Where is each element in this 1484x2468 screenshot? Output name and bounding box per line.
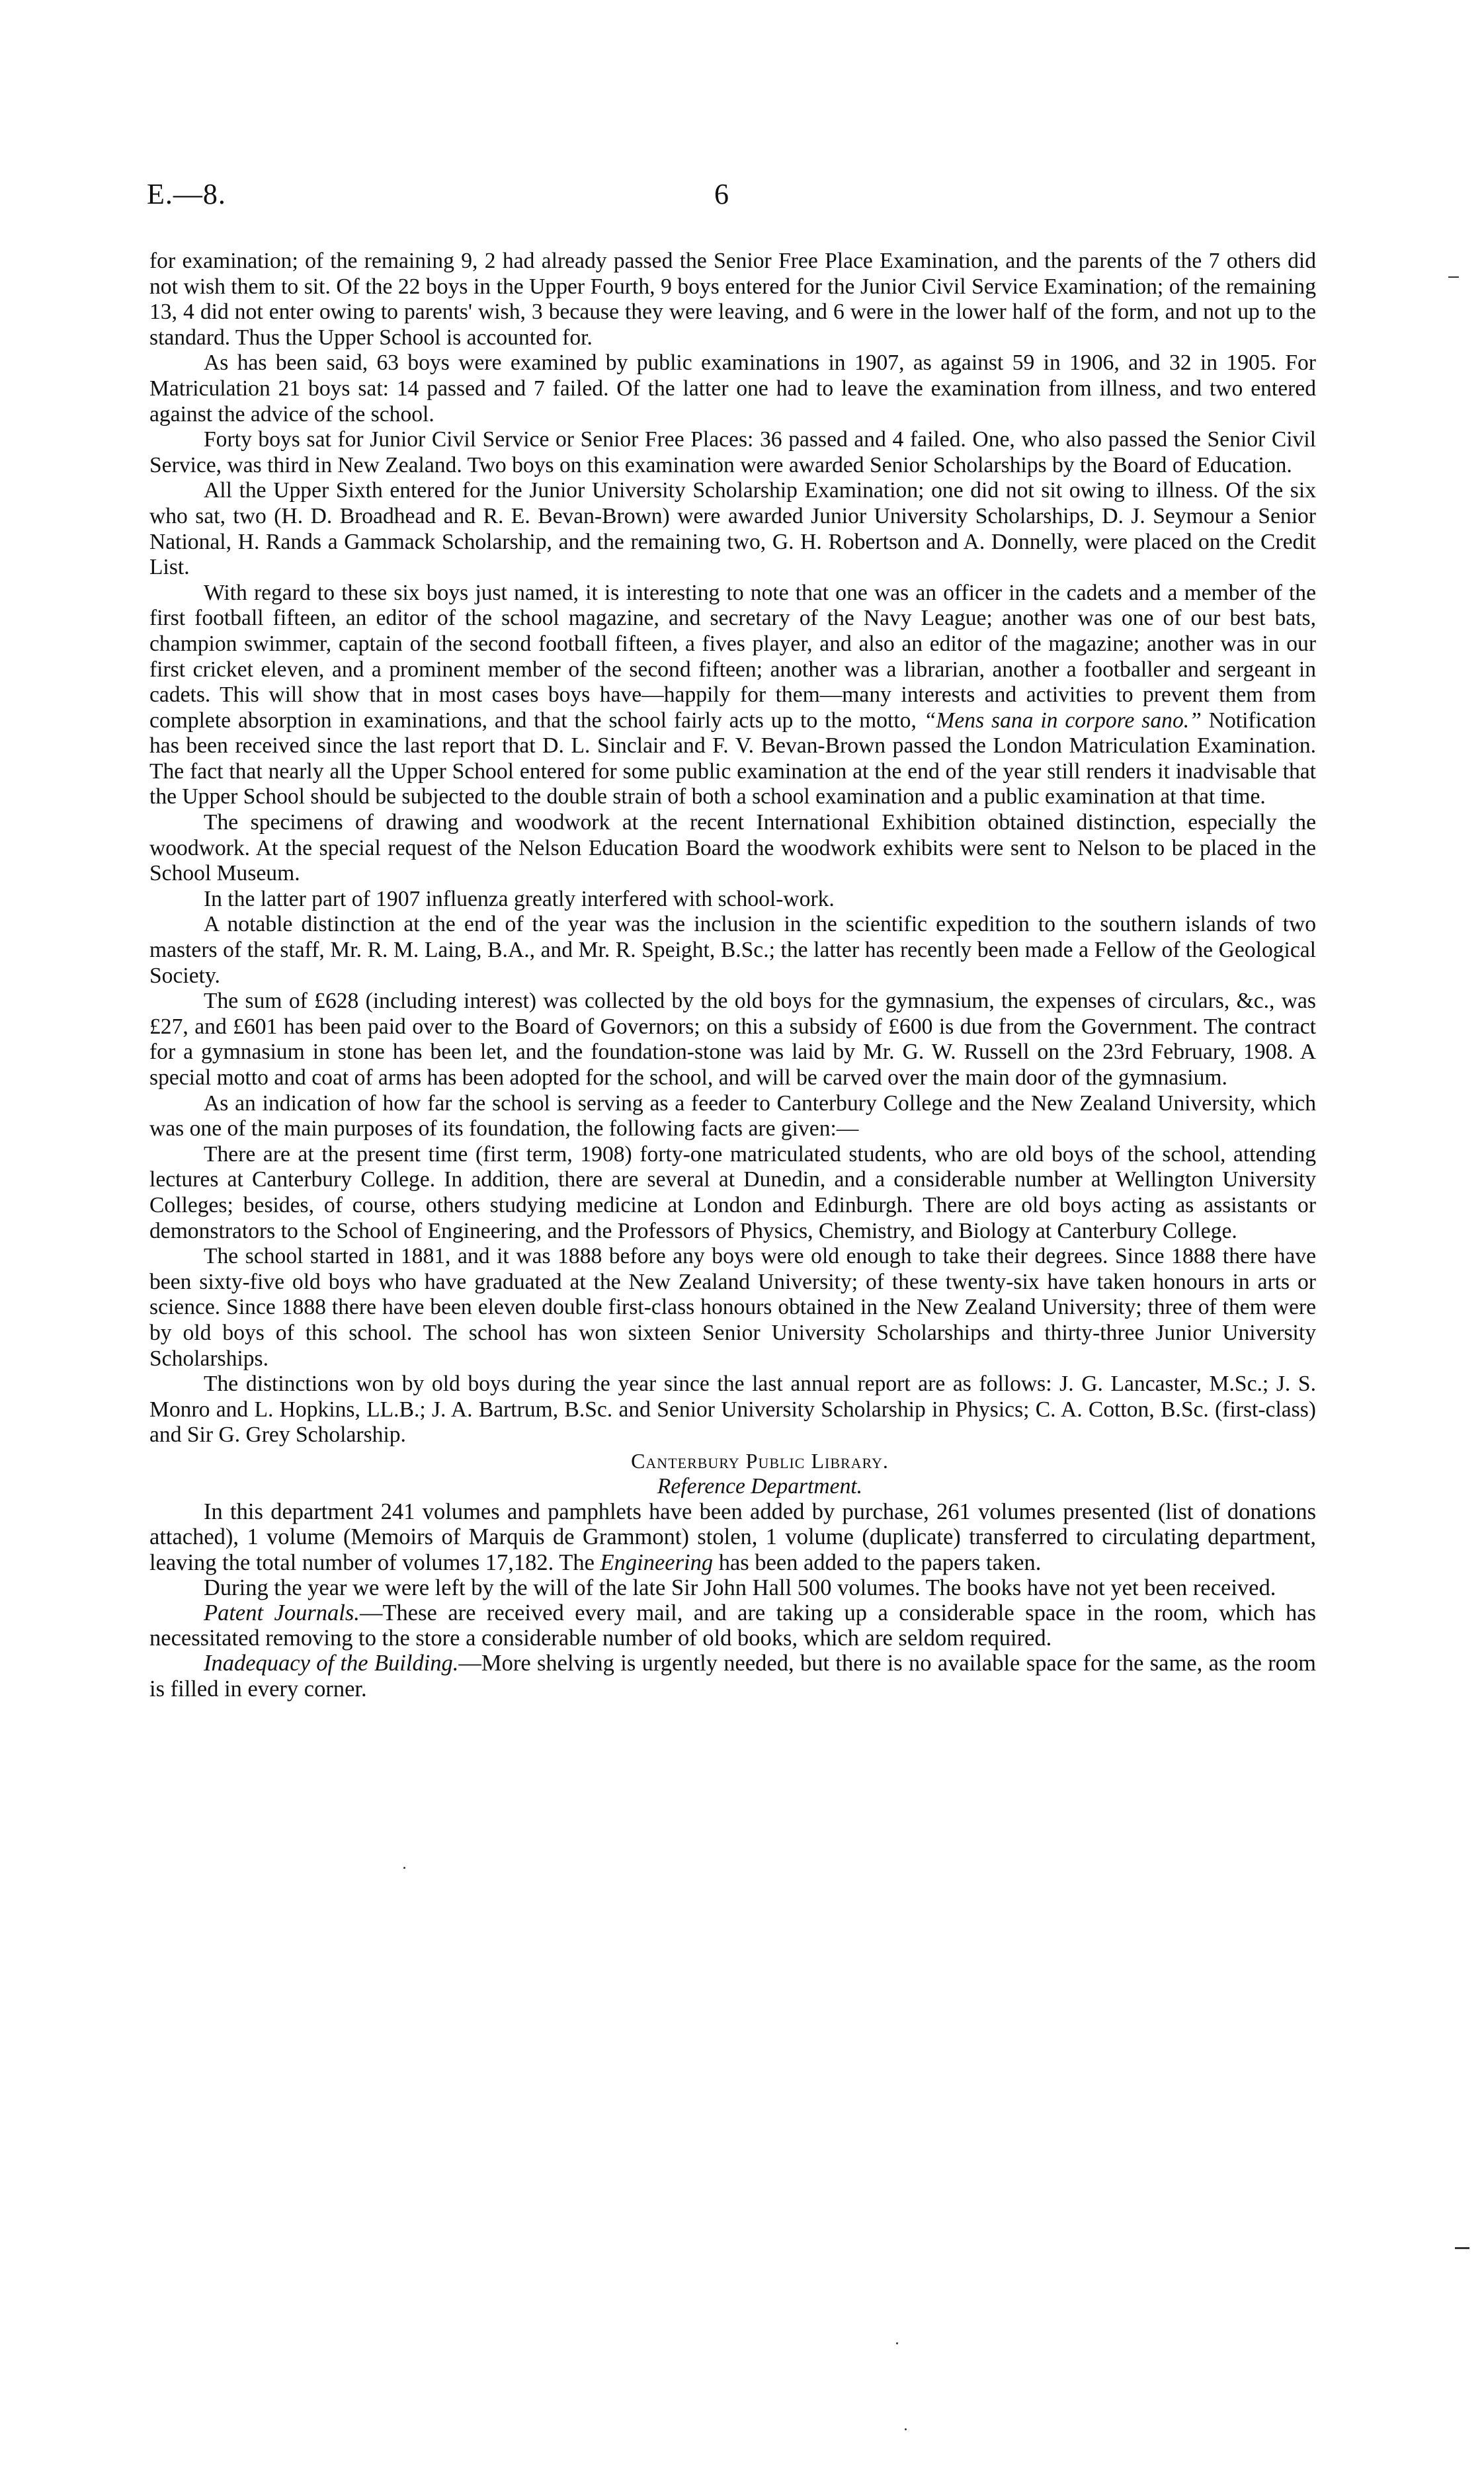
scan-speck (905, 2428, 907, 2430)
paragraph-heading: Patent Journals. (204, 1600, 360, 1625)
paragraph: for examination; of the remaining 9, 2 had already passed the Senior Free Place Examination, and the parents of the 7 others did not wish them to sit. Of the 22 boys in the Upper Fourth, 9 boys entered for the Junior Civil Service Examination; of the remaining 13, 4 did not enter owing to parents' wish, 3 because they were leaving, and 6 were in the lower half of the form, and not up to the standard. Thus the Upper School is accounted for. (149, 249, 1316, 350)
document-reference: E.—8. (147, 178, 226, 210)
paragraph-text: With regard to these six boys just named, it is interesting to note that one was an officer in the cadets and a member of the first football fifteen, an editor of the school magazine, and secretary of the Navy League; another was one of our best bats, champion swimmer, captain of the second football fifteen, a fives player, and also an editor of the magazine; another was in our first cricket eleven, and a prominent member of the second fifteen; another was a librarian, another a footballer and sergeant in cadets. This will show that in most cases boys have—happily for them—many interests and activities to prevent them from complete absorption in examinations, and that the school fairly acts up to the motto, (149, 580, 1316, 733)
paragraph-text-continued: Notification has been received since the last report that D. L. Sinclair and F. V. Bevan-Brown passed the London Matriculation Examination. The fact that nearly all the Upper School entered for some public examination at the end of the year still renders it inadvisable that the Upper School should be subjected to the double strain of both a school examination and a public examination at that time. (149, 708, 1316, 809)
paragraph-text: —More shelving is urgently needed, but there is no available space for the same, as the room is filled in every corner. (149, 1651, 1316, 1702)
library-section (149, 1499, 1316, 1702)
paragraph: The specimens of drawing and woodwork at the recent International Exhibition obtained distinction, especially the woodwork. At the special request of the Nelson Education Board the woodwork exhibits were sent to Nelson to be placed in the School Museum. (149, 810, 1316, 886)
paper-title: Engineering (600, 1549, 714, 1575)
paragraph: All the Upper Sixth entered for the Junior University Scholarship Examination; one did not sit owing to illness. Of the six who sat, two (H. D. Broadhead and R. E. Bevan-Brown) were awarded Junior University Scholarships, D. J. Seymour a Senior National, H. Rands a Gammack Scholarship, and the remaining two, G. H. Robertson and A. Donnelly, were placed on the Credit List. (149, 478, 1316, 580)
paragraph-heading: Inadequacy of the Building. (204, 1651, 459, 1676)
paragraph (149, 1600, 1316, 1651)
paragraph: Forty boys sat for Junior Civil Service or Senior Free Places: 36 passed and 4 failed. One, who also passed the Senior Civil Service, was third in New Zealand. Two boys on this examination were awarded Senior Scholarships by the Board of Education. (149, 427, 1316, 477)
paragraph: In the latter part of 1907 influenza greatly interfered with school-work. (204, 886, 835, 911)
paragraph-text: —These are received every mail, and are taking up a considerable space in the room, which has necessitated removing to the store a considerable number of old books, which are seldom required. (149, 1600, 1316, 1651)
school-motto: “Mens sana in corpore sano.” (923, 708, 1202, 733)
paragraph: The distinctions won by old boys during the year since the last annual report are as follows: J. G. Lancaster, M.Sc.; J. S. Monro and L. Hopkins, LL.B.; J. A. Bartrum, B.Sc. and Senior University Scholarship in Physics; C. A. Cotton, B.Sc. (first-class) and Sir G. Grey Scholarship. (149, 1372, 1316, 1448)
paragraph: The school started in 1881, and it was 1888 before any boys were old enough to take their degrees. Since 1888 there have been sixty-five old boys who have graduated at the New Zealand University; of these twenty-six have taken honours in arts or science. Since 1888 there have been eleven double first-class honours obtained in the New Zealand University; three of them were by old boys of this school. The school has won sixteen Senior University Scholarships and thirty-three Junior University Scholarships. (149, 1244, 1316, 1371)
margin-mark (1448, 276, 1459, 278)
paragraph: There are at the present time (first term, 1908) forty-one matriculated students, who are old boys of the school, attending lectures at Canterbury College. In addition, there are several at Dunedin, and a considerable number at Wellington University Colleges; besides, of course, others studying medicine at London and Edinburgh. There are old boys acting as assistants or demonstrators to the School of Engineering, and the Professors of Physics, Chemistry, and Biology at Canterbury College. (149, 1141, 1316, 1243)
paragraph: The sum of £628 (including interest) was collected by the old boys for the gymnasium, the expenses of circulars, &c., was £27, and £601 has been paid over to the Board of Governors; on this a subsidy of £600 is due from the Government. The contract for a gymnasium in stone has been let, and the foundation-stone was laid by Mr. G. W. Russell on the 23rd February, 1908. A special motto and coat of arms has been adopted for the school, and will be carved over the main door of the gymnasium. (149, 989, 1316, 1090)
paragraph (149, 1651, 1316, 1701)
body-text (149, 249, 1316, 1702)
paragraph: During the year we were left by the will of the late Sir John Hall 500 volumes. The books have not yet been received. (204, 1575, 1276, 1600)
margin-mark (1455, 2247, 1469, 2249)
paragraph: As an indication of how far the school is serving as a feeder to Canterbury College and the New Zealand University, which was one of the main purposes of its foundation, the following facts are given:— (149, 1090, 1316, 1141)
scan-speck (896, 2342, 898, 2344)
paragraph: As has been said, 63 boys were examined by public examinations in 1907, as against 59 in 1906, and 32 in 1905. For Matriculation 21 boys sat: 14 passed and 7 failed. Of the latter one had to leave the examination from illness, and two entered against the advice of the school. (149, 350, 1316, 427)
section-title: Canterbury Public Library. (631, 1448, 889, 1473)
paragraph: A notable distinction at the end of the year was the inclusion in the scientific expedition to the southern islands of two masters of the staff, Mr. R. M. Laing, B.A., and Mr. R. Speight, B.Sc.; the latter has recently been made a Fellow of the Geological Society. (149, 912, 1316, 988)
paragraph-with-motto (149, 581, 1316, 810)
paragraph-text-continued: has been added to the papers taken. (718, 1549, 1042, 1575)
paragraph-text: In this department 241 volumes and pamphlets have been added by purchase, 261 volumes presented (list of donations attached), 1 volume (Memoirs of Marquis de Grammont) stolen, 1 volume (duplicate) transferred to circulating department, leaving the total number of volumes 17,182. The (149, 1499, 1316, 1575)
page-header (0, 177, 1484, 224)
subsection-title: Reference Department. (657, 1473, 863, 1499)
scan-speck (403, 1867, 405, 1869)
paragraph (149, 1499, 1316, 1575)
page-number: 6 (714, 178, 729, 210)
